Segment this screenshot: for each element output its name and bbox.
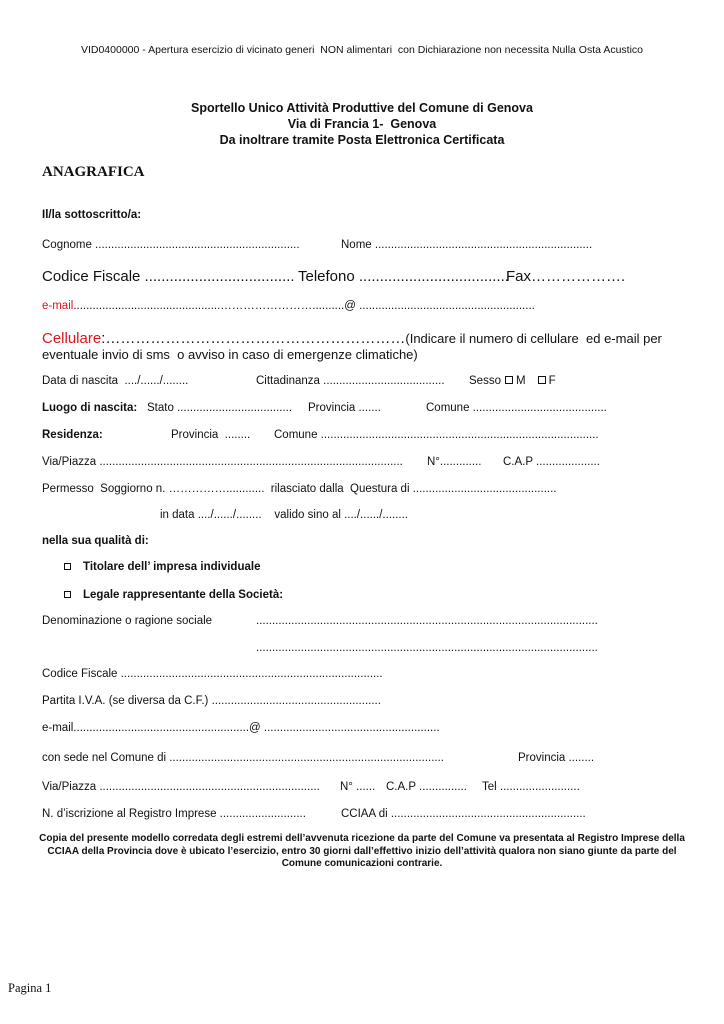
cellulare-field[interactable] [42,330,662,347]
partita-iva-field[interactable]: Partita I.V.A. (se diversa da C.F.) ..................................................... [42,695,381,707]
header-office: Sportello Unico Attività Produttive del Comune di Genova [191,101,533,115]
denominazione-label: Denominazione o ragione sociale [42,615,213,627]
data-nascita-field[interactable]: Data di nascita ..../....../........ [42,375,189,387]
residenza-provincia-field[interactable]: Provincia ........ [171,429,251,441]
sesso-f-label: F [548,375,556,387]
cap-field[interactable]: C.A.P .................... [503,456,600,468]
numero-field[interactable]: N°............. [427,456,482,468]
tel-impresa-field[interactable]: Tel ......................... [482,781,580,793]
titolare-checkbox[interactable] [64,563,71,570]
sesso-label: Sesso [469,375,501,387]
sesso-m-label: M [515,375,526,387]
email-dots: ..............................................……………………..........@ ....................................................... [73,300,535,312]
email-label: e-mail [42,300,74,312]
cellulare-dots: :…………………………………………………… [101,330,406,347]
luogo-stato-field[interactable]: Stato .................................... [147,402,293,414]
titolare-label: Titolare dell’ impresa individuale [83,561,261,573]
codice-fiscale-field[interactable]: Codice Fiscale .................................... [42,268,295,285]
document-code-line: VID0400000 - Apertura esercizio di vicinato generi NON alimentari con Dichiarazione non necessita Nulla Osta Acustico [80,44,644,56]
section-title: ANAGRAFICA [42,164,145,180]
denominazione-field-1[interactable]: ........................................................................................................... [256,615,598,627]
cittadinanza-field[interactable]: Cittadinanza ...................................... [256,375,445,387]
registro-imprese-field[interactable]: N. d’iscrizione al Registro Imprese ........................... [42,808,306,820]
residenza-comune-field[interactable]: Comune ....................................................................................... [274,429,599,441]
via-piazza-field[interactable]: Via/Piazza ............................................................................................... [42,456,403,468]
cellulare-label: Cellulare [42,330,102,347]
via-piazza-impresa-field[interactable]: Via/Piazza ..................................................................... [42,781,320,793]
permesso-date-field[interactable]: in data ..../....../........ valido sino al ..../....../........ [160,509,408,521]
sesso-group [469,375,556,387]
titolare-option[interactable] [64,561,260,573]
luogo-comune-field[interactable]: Comune .......................................... [426,402,607,414]
header-address: Via di Francia 1- Genova [287,117,437,131]
luogo-provincia-field[interactable]: Provincia ....... [308,402,381,414]
sesso-m-checkbox[interactable] [505,376,513,384]
cognome-field[interactable]: Cognome ................................................................ [42,239,300,251]
sesso-f-checkbox[interactable] [538,376,546,384]
residenza-label: Residenza: [42,429,103,441]
page-number: Pagina 1 [8,981,52,995]
qualita-label: nella sua qualità di: [42,535,149,547]
nome-field[interactable]: Nome .................................................................... [341,239,593,251]
legale-option[interactable] [64,589,283,601]
numero-impresa-field[interactable]: N° ...... [340,781,376,793]
cellulare-note-cont: eventuale invio di sms o avviso in caso di emergenze climatiche) [42,347,418,362]
legale-label: Legale rappresentante della Società: [83,589,284,601]
sede-provincia-field[interactable]: Provincia ........ [518,752,595,764]
codice-fiscale-impresa-field[interactable]: Codice Fiscale .................................................................................. [42,668,383,680]
sottoscritto-label: Il/la sottoscritto/a: [42,209,142,221]
sede-comune-field[interactable]: con sede nel Comune di ...................................................................................... [42,752,444,764]
cciaa-field[interactable]: CCIAA di ............................................................. [341,808,586,820]
permesso-soggiorno-field[interactable]: Permesso Soggiorno n. ……………............ rilasciato dalla Questura di ............................................. [42,483,557,495]
luogo-nascita-label: Luogo di nascita: [42,402,138,414]
fax-field[interactable]: Fax………………. [506,268,626,285]
telefono-field[interactable]: Telefono .................................... [298,268,509,285]
legale-checkbox[interactable] [64,591,71,598]
instructions-note: Copia del presente modello corredata degli estremi dell’avvenuta ricezione da parte del Comune va presentata al Registro Imprese della CCIAA della Provincia dove è ubicato l’esercizio, entro 30 giorni dall’effettivo inizio dell’attività qualora non siano giunte da parte del Comune comunicazioni contrarie. [39,833,685,869]
cap-impresa-field[interactable]: C.A.P ............... [386,781,467,793]
header-delivery: Da inoltrare tramite Posta Elettronica Certificata [219,133,505,147]
email-field[interactable] [42,300,535,312]
denominazione-field-2[interactable]: ........................................................................................................... [256,642,598,654]
email-impresa-field[interactable]: e-mail.......................................................@ ....................................................... [42,722,440,734]
cellulare-note: (Indicare il numero di cellulare ed e-mail per [405,331,662,346]
